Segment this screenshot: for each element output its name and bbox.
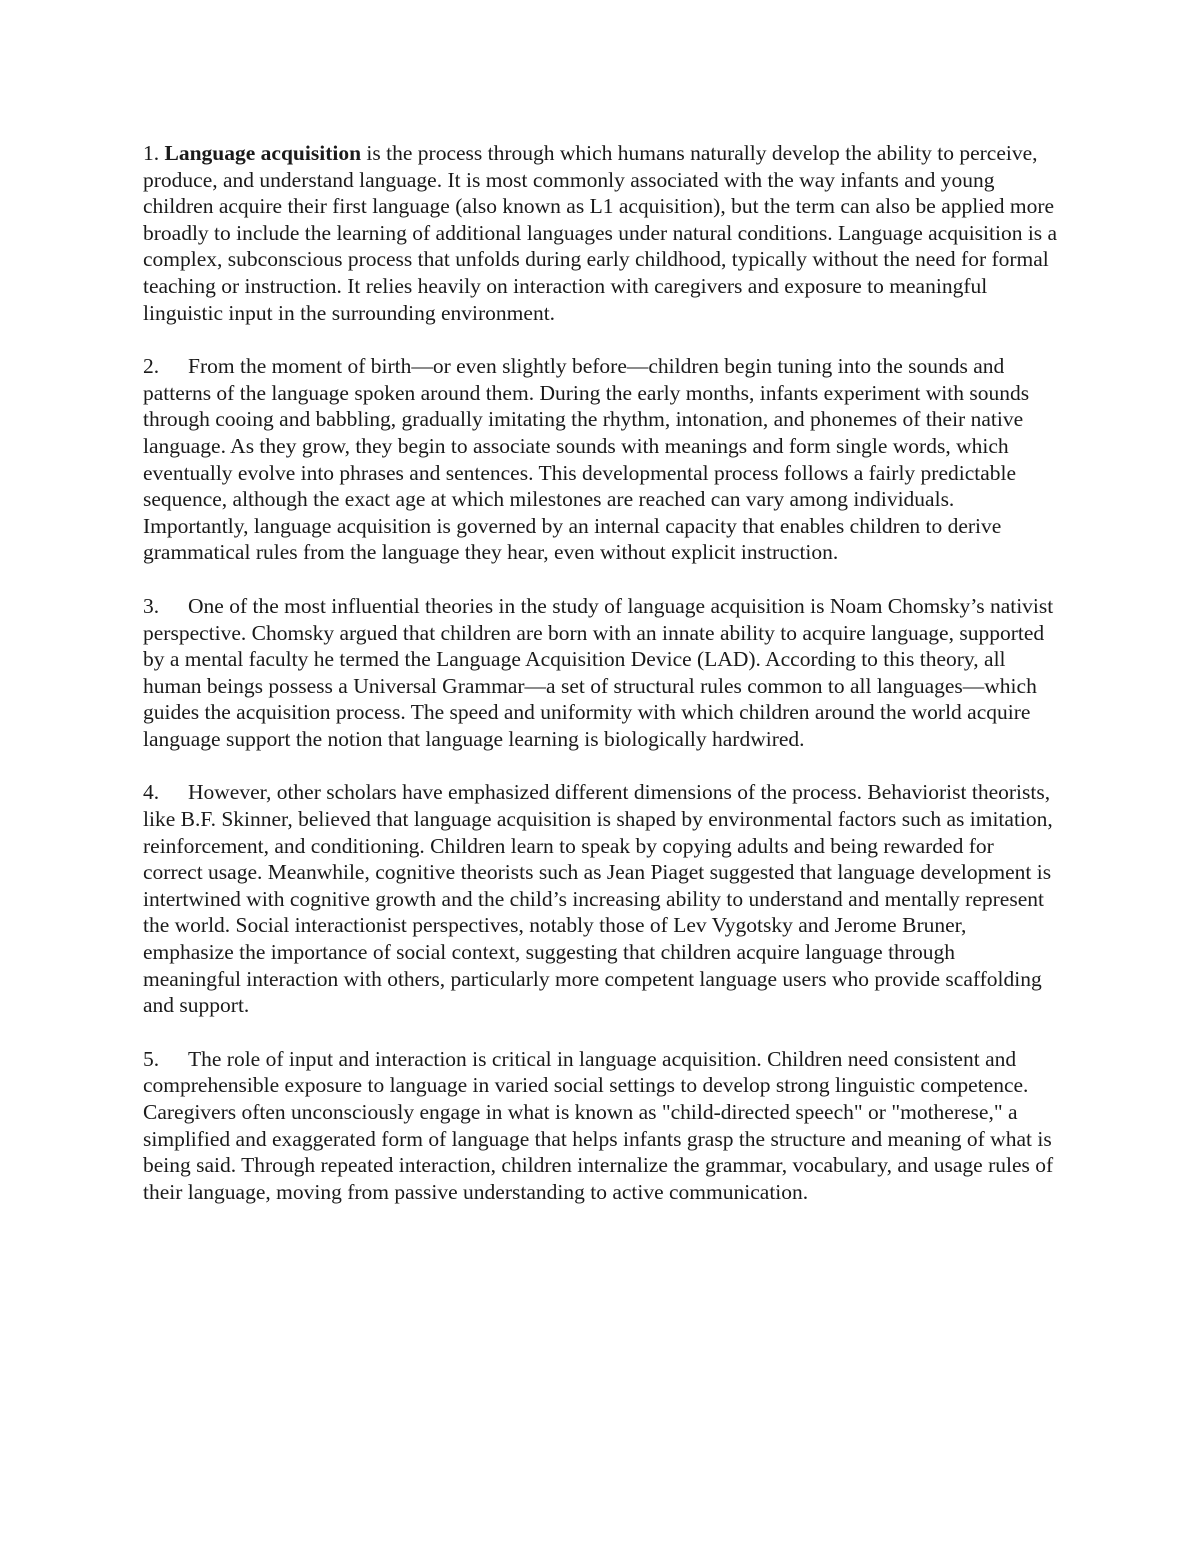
paragraph-text: The role of input and interaction is critical in language acquisition. Children need consistent and comprehensible exposure to language in varied social settings to develop strong linguistic competence. Caregivers often unconsciously engage in what is known as "child-directed speech" or "motherese," a simplified and exaggerated form of language that helps infants grasp the structure and meaning of what is being said. Through repeated interaction, children internalize the grammar, vocabulary, and usage rules of their language, moving from passive understanding to active communication.: [143, 1046, 1054, 1204]
paragraph-number: 4.: [143, 780, 160, 805]
defined-term: Language acquisition: [164, 141, 362, 165]
paragraph-5: [143, 1046, 1058, 1206]
paragraph-3: [143, 593, 1058, 753]
paragraph-2: [143, 353, 1058, 566]
paragraph-number: 1.: [143, 141, 160, 165]
paragraph-4: [143, 779, 1058, 1018]
paragraph-text: One of the most influential theories in the study of language acquisition is Noam Chomsky’s nativist perspective. Chomsky argued that children are born with an innate ability to acquire language, supported by a mental faculty he termed the Language Acquisition Device (LAD). According to this theory, all human beings possess a Universal Grammar—a set of structural rules common to all languages—which guides the acquisition process. The speed and uniformity with which children around the world acquire language support the notion that language learning is biologically hardwired.: [143, 593, 1054, 751]
paragraph-number: 5.: [143, 1046, 160, 1071]
document-page: [143, 140, 1058, 1232]
paragraph-text: is the process through which humans naturally develop the ability to perceive, produce, and understand language. It is most commonly associated with the way infants and young children acquire their first language (also known as L1 acquisition), but the term can also be applied more broadly to include the learning of additional languages under natural conditions. Language acquisition is a complex, subconscious process that unfolds during early childhood, typically without the need for formal teaching or instruction. It relies heavily on interaction with caregivers and exposure to meaningful linguistic input in the surrounding environment.: [143, 141, 1058, 325]
paragraph-text: However, other scholars have emphasized different dimensions of the process. Behaviorist theorists, like B.F. Skinner, believed that language acquisition is shaped by environmental factors such as imitation, reinforcement, and conditioning. Children learn to speak by copying adults and being rewarded for correct usage. Meanwhile, cognitive theorists such as Jean Piaget suggested that language development is intertwined with cognitive growth and the child’s increasing ability to understand and mentally represent the world. Social interactionist perspectives, notably those of Lev Vygotsky and Jerome Bruner, emphasize the importance of social context, suggesting that children acquire language through meaningful interaction with others, particularly more competent language users who provide scaffolding and support.: [143, 780, 1053, 1018]
paragraph-number: 3.: [143, 593, 160, 618]
paragraph-1: [143, 140, 1058, 326]
paragraph-number: 2.: [143, 354, 160, 379]
paragraph-text: From the moment of birth—or even slightly before—children begin tuning into the sounds and patterns of the language spoken around them. During the early months, infants experiment with sounds through cooing and babbling, gradually imitating the rhythm, intonation, and phonemes of their native language. As they grow, they begin to associate sounds with meanings and form single words, which eventually evolve into phrases and sentences. This developmental process follows a fairly predictable sequence, although the exact age at which milestones are reached can vary among individuals. Importantly, language acquisition is governed by an internal capacity that enables children to derive grammatical rules from the language they hear, even without explicit instruction.: [143, 354, 1030, 565]
